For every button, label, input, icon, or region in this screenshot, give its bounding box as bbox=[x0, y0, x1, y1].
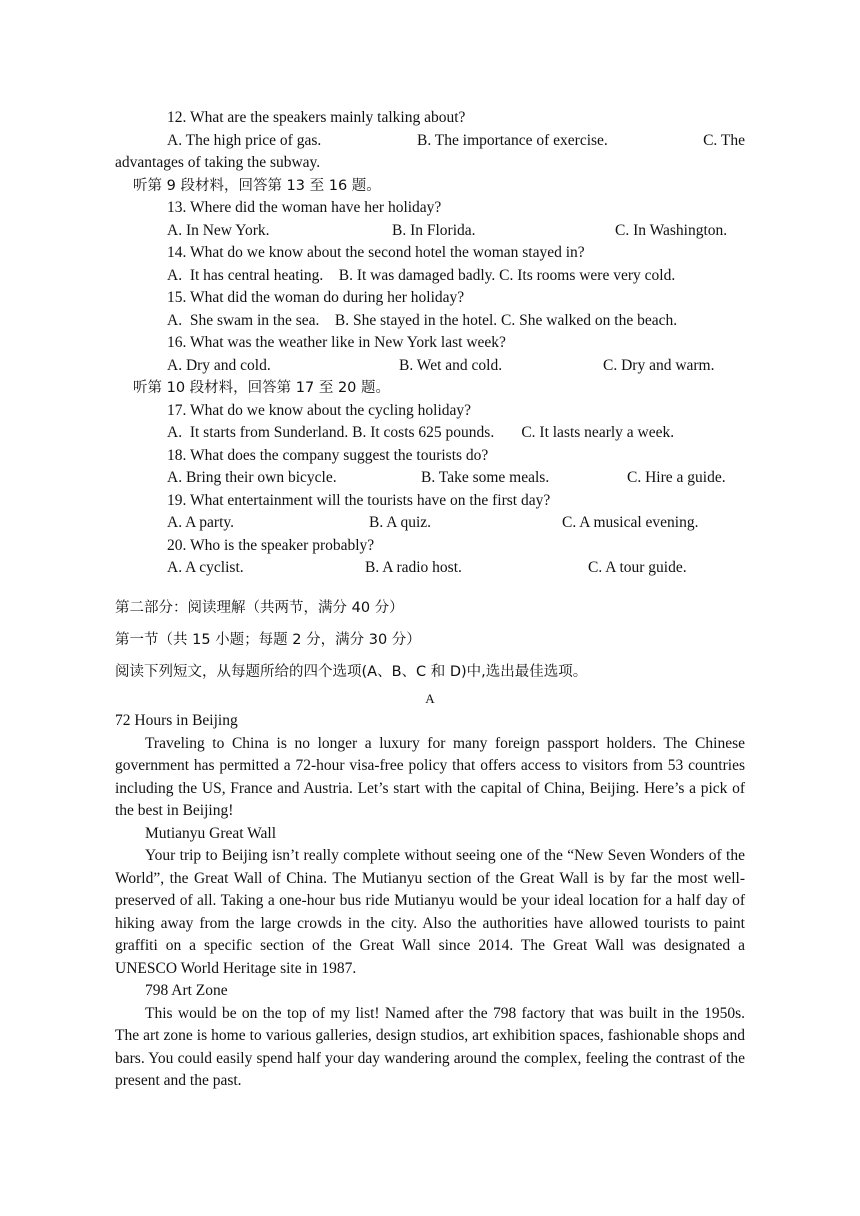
q19-question: 19. What entertainment will the tourists have on the first day? bbox=[167, 491, 551, 509]
q13-options bbox=[115, 220, 745, 243]
q15-question: 15. What did the woman do during her holiday? bbox=[167, 289, 465, 306]
q17-question: 17. What do we know about the cycling holiday? bbox=[167, 401, 472, 419]
q18-question: 18. What does the company suggest the tourists do? bbox=[167, 446, 489, 464]
q19-option-a: A. A party. bbox=[167, 514, 235, 531]
q16-option-b: B. Wet and cold. bbox=[399, 356, 503, 374]
q20-option-a: A. A cyclist. bbox=[167, 559, 244, 576]
q20-question: 20. Who is the speaker probably? bbox=[167, 536, 375, 554]
passage-heading-798: 798 Art Zone bbox=[145, 982, 228, 999]
q16-options bbox=[115, 355, 745, 378]
q20-option-b: B. A radio host. bbox=[365, 559, 462, 576]
q12-option-a: A. The high price of gas. bbox=[167, 131, 322, 149]
q18-options bbox=[115, 467, 745, 490]
q13-option-c: C. In Washington. bbox=[615, 221, 728, 239]
passage-paragraph-3: This would be on the top of my list! Named after the 798 factory that was built in the 1950s. The art zone is home to various galleries, design studios, art exhibition spaces, fashionable shops and bars. You could easily spend half your day wandering around the complex, feeling the contrast of the present and the past. bbox=[115, 1004, 745, 1089]
q12-option-b: B. The importance of exercise. bbox=[417, 131, 608, 149]
q20-options bbox=[115, 557, 745, 580]
passage-title: 72 Hours in Beijing bbox=[115, 712, 238, 729]
q18-option-b: B. Take some meals. bbox=[421, 469, 550, 486]
q12-question: 12. What are the speakers mainly talking about? bbox=[167, 109, 466, 126]
q19-options bbox=[115, 512, 745, 535]
passage-heading-great-wall: Mutianyu Great Wall bbox=[145, 824, 277, 842]
section-10-instruction: 听第 10 段材料，回答第 17 至 20 题。 bbox=[133, 380, 391, 396]
q13-question: 13. Where did the woman have her holiday? bbox=[167, 199, 442, 216]
q14-options: A. It has central heating. B. It was damaged badly. C. Its rooms were very cold. bbox=[167, 266, 676, 284]
section-9-instruction: 听第 9 段材料，回答第 13 至 16 题。 bbox=[133, 177, 381, 194]
exam-page bbox=[115, 107, 745, 1093]
q12-option-c-continued: advantages of taking the subway. bbox=[115, 154, 321, 171]
q14-question: 14. What do we know about the second hotel the woman stayed in? bbox=[167, 244, 585, 261]
q17-options: A. It starts from Sunderland. B. It costs 625 pounds. C. It lasts nearly a week. bbox=[167, 424, 675, 441]
reading-instruction: 阅读下列短文，从每题所给的四个选项(A、B、C 和 D)中,选出最佳选项。 bbox=[115, 663, 588, 680]
reading-section-title: 第一节（共 15 小题；每题 2 分，满分 30 分） bbox=[115, 631, 421, 648]
reading-part-title: 第二部分：阅读理解（共两节，满分 40 分） bbox=[115, 599, 404, 616]
q12-option-c: C. The bbox=[703, 131, 745, 149]
q18-option-a: A. Bring their own bicycle. bbox=[167, 469, 337, 486]
passage-letter: A bbox=[425, 690, 435, 706]
q19-option-c: C. A musical evening. bbox=[562, 514, 699, 531]
q16-option-c: C. Dry and warm. bbox=[603, 356, 715, 374]
q13-option-b: B. In Florida. bbox=[392, 221, 476, 239]
q16-option-a: A. Dry and cold. bbox=[167, 356, 271, 374]
q13-option-a: A. In New York. bbox=[167, 221, 270, 239]
passage-paragraph-2: Your trip to Beijing isn’t really complete without seeing one of the “New Seven Wonders of the World”, the Great Wall of China. The Mutianyu section of the Great Wall is by far the most well-preserved of all. Taking a one-hour bus ride Mutianyu would be your ideal location for a half day of hiking away from the large crowds in the city. Also the authorities have allowed tourists to paint graffiti on a specific section of the Great Wall since 2014. The Great Wall was designated a UNESCO World Heritage site in 1987. bbox=[115, 847, 745, 977]
q15-options: A. She swam in the sea. B. She stayed in the hotel. C. She walked on the beach. bbox=[167, 311, 678, 329]
q12-options bbox=[115, 130, 745, 153]
passage-paragraph-1: Traveling to China is no longer a luxury for many foreign passport holders. The Chinese government has permitted a 72-hour visa-free policy that offers access to visitors from 53 countries including the US, France and Austria. Let’s start with the capital of China, Beijing. Here’s a pick of the best in Beijing! bbox=[115, 734, 745, 819]
q20-option-c: C. A tour guide. bbox=[588, 559, 687, 576]
q19-option-b: B. A quiz. bbox=[369, 514, 432, 531]
q18-option-c: C. Hire a guide. bbox=[627, 469, 726, 486]
q16-question: 16. What was the weather like in New York last week? bbox=[167, 334, 506, 351]
